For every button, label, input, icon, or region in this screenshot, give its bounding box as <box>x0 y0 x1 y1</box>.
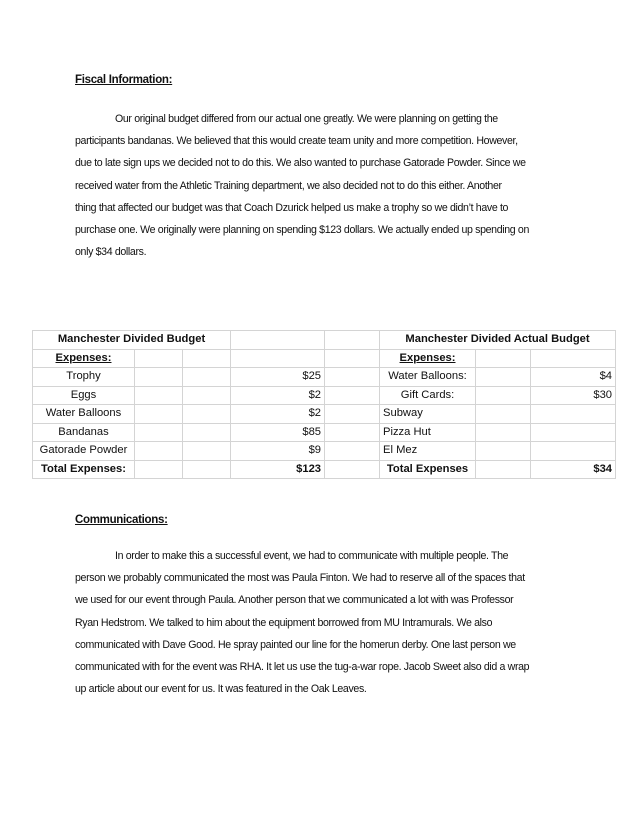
fiscal-paragraph <box>75 108 575 263</box>
totals-row <box>33 460 616 479</box>
planned-expenses-label: Expenses: <box>33 349 135 368</box>
planned-item-name: Bandanas <box>33 423 135 442</box>
paragraph-line: communicated with for the event was RHA. It let us use the tug-a-war rope. Jacob Sweet also did a wrap <box>75 661 530 674</box>
paragraph-line: only $34 dollars. <box>75 246 147 259</box>
communications-paragraph <box>75 545 575 700</box>
actual-budget-title: Manchester Divided Actual Budget <box>380 331 616 350</box>
actual-total-amount: $34 <box>531 460 616 479</box>
paragraph-line: communicated with Dave Good. He spray painted our line for the homerun derby. One last person we <box>75 638 516 651</box>
actual-item-name: El Mez <box>380 442 476 461</box>
paragraph-line: due to late sign ups we decided not to do this. We also wanted to purchase Gatorade Powder. Since we <box>75 157 526 170</box>
actual-item-name: Pizza Hut <box>380 423 476 442</box>
actual-item-amount: $30 <box>531 386 616 405</box>
paragraph-line: received water from the Athletic Training department, we also decided not to do this either. Another <box>75 179 502 192</box>
paragraph-line: purchase one. We originally were planning on spending $123 dollars. We actually ended up spending on <box>75 224 530 237</box>
fiscal-heading: Fiscal Information: <box>75 74 173 86</box>
communications-heading: Communications: <box>75 514 168 526</box>
budget-table <box>32 330 616 479</box>
actual-item-name: Water Balloons: <box>380 368 476 387</box>
table-row <box>33 405 616 424</box>
table-row <box>33 442 616 461</box>
planned-total-amount: $123 <box>231 460 325 479</box>
actual-item-name: Subway <box>380 405 476 424</box>
actual-item-name: Gift Cards: <box>380 386 476 405</box>
planned-total-label: Total Expenses: <box>33 460 135 479</box>
table-row <box>33 331 616 350</box>
paragraph-line: participants bandanas. We believed that this would create team unity and more competition. However, <box>75 135 518 148</box>
actual-item-amount <box>531 405 616 424</box>
planned-item-name: Gatorade Powder <box>33 442 135 461</box>
planned-item-amount: $2 <box>231 386 325 405</box>
table-row <box>33 368 616 387</box>
table-row <box>33 349 616 368</box>
planned-item-amount: $25 <box>231 368 325 387</box>
planned-item-amount: $9 <box>231 442 325 461</box>
paragraph-line: we used for our event through Paula. Another person that we communicated a lot with was Professor <box>75 594 514 607</box>
paragraph-line: person we probably communicated the most was Paula Finton. We had to reserve all of the spaces that <box>75 572 525 585</box>
planned-item-name: Eggs <box>33 386 135 405</box>
paragraph-line: Our original budget differed from our actual one greatly. We were planning on getting the <box>115 113 498 125</box>
paragraph-line: thing that affected our budget was that Coach Dzurick helped us make a trophy so we didn’t have to <box>75 201 509 214</box>
actual-item-amount <box>531 442 616 461</box>
paragraph-line: up article about our event for us. It was featured in the Oak Leaves. <box>75 683 367 696</box>
table-row <box>33 423 616 442</box>
actual-expenses-label: Expenses: <box>380 349 476 368</box>
actual-item-amount <box>531 423 616 442</box>
actual-item-amount: $4 <box>531 368 616 387</box>
planned-item-amount: $2 <box>231 405 325 424</box>
planned-item-amount: $85 <box>231 423 325 442</box>
planned-item-name: Water Balloons <box>33 405 135 424</box>
paragraph-line: Ryan Hedstrom. We talked to him about the equipment borrowed from MU Intramurals. We also <box>75 616 493 629</box>
planned-budget-title: Manchester Divided Budget <box>33 331 231 350</box>
actual-total-label: Total Expenses <box>380 460 476 479</box>
table-row <box>33 386 616 405</box>
planned-item-name: Trophy <box>33 368 135 387</box>
paragraph-line: In order to make this a successful event, we had to communicate with multiple people. The <box>115 550 509 562</box>
